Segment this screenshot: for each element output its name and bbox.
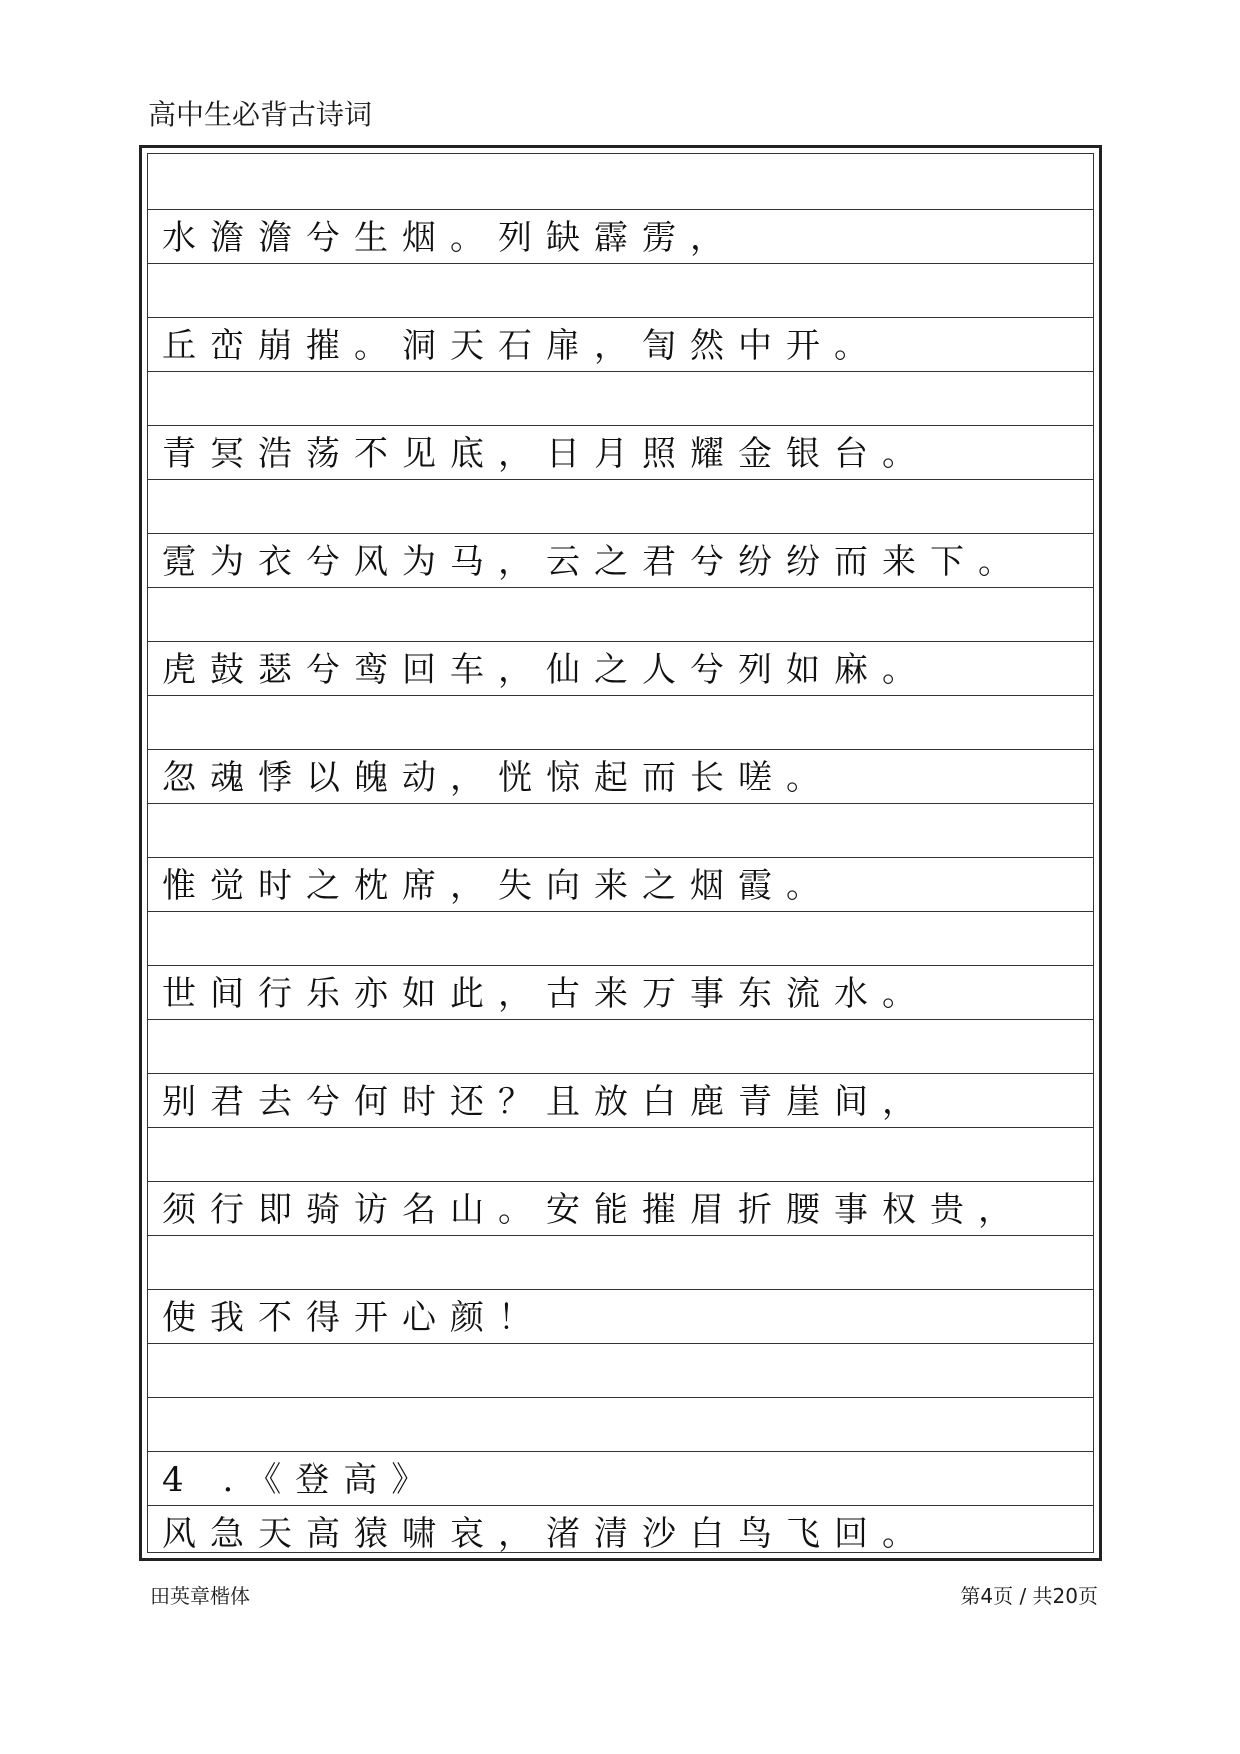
- text-row: [148, 1127, 1093, 1181]
- row-text: 风急天高猿啸哀，渚清沙白鸟飞回。: [162, 1514, 930, 1554]
- row-text: 忽魂悸以魄动，恍惊起而长嗟。: [162, 758, 834, 798]
- footer-font-name: 田英章楷体: [150, 1584, 250, 1608]
- text-row: [148, 1289, 1093, 1343]
- text-row: [148, 1397, 1093, 1451]
- row-text: 丘峦崩摧。洞天石扉，訇然中开。: [162, 326, 882, 366]
- text-row: [148, 1019, 1093, 1073]
- text-row: [148, 695, 1093, 749]
- text-row: [148, 479, 1093, 533]
- text-row: [148, 749, 1093, 803]
- text-row: [148, 1073, 1093, 1127]
- text-row: [148, 1235, 1093, 1289]
- text-row: [148, 317, 1093, 371]
- text-row: [148, 1181, 1093, 1235]
- document-title: 高中生必背古诗词: [148, 98, 373, 131]
- text-row: [148, 803, 1093, 857]
- text-row: [148, 155, 1093, 209]
- row-text: 别君去兮何时还？且放白鹿青崖间，: [162, 1082, 930, 1122]
- row-text: 青冥浩荡不见底，日月照耀金银台。: [162, 434, 930, 474]
- text-row: [148, 371, 1093, 425]
- text-row: [148, 209, 1093, 263]
- row-text: 惟觉时之枕席，失向来之烟霞。: [162, 866, 834, 906]
- text-row: [148, 641, 1093, 695]
- text-row: [148, 533, 1093, 587]
- row-text: 须行即骑访名山。安能摧眉折腰事权贵，: [162, 1190, 1026, 1230]
- text-row: [148, 1451, 1093, 1505]
- row-text: 霓为衣兮风为马，云之君兮纷纷而来下。: [162, 542, 1026, 582]
- text-row: [148, 965, 1093, 1019]
- row-text: 4 .《登高》: [162, 1460, 440, 1500]
- text-row: [148, 425, 1093, 479]
- footer-page-number: 第4页 / 共20页: [960, 1584, 1098, 1608]
- text-row: [148, 263, 1093, 317]
- text-row: [148, 857, 1093, 911]
- row-text: 使我不得开心颜！: [162, 1298, 546, 1338]
- text-row: [148, 1505, 1093, 1559]
- text-row: [148, 1343, 1093, 1397]
- text-row: [148, 587, 1093, 641]
- row-text: 世间行乐亦如此，古来万事东流水。: [162, 974, 930, 1014]
- row-text: 水澹澹兮生烟。列缺霹雳，: [162, 218, 738, 258]
- text-row: [148, 911, 1093, 965]
- row-text: 虎鼓瑟兮鸾回车，仙之人兮列如麻。: [162, 650, 930, 690]
